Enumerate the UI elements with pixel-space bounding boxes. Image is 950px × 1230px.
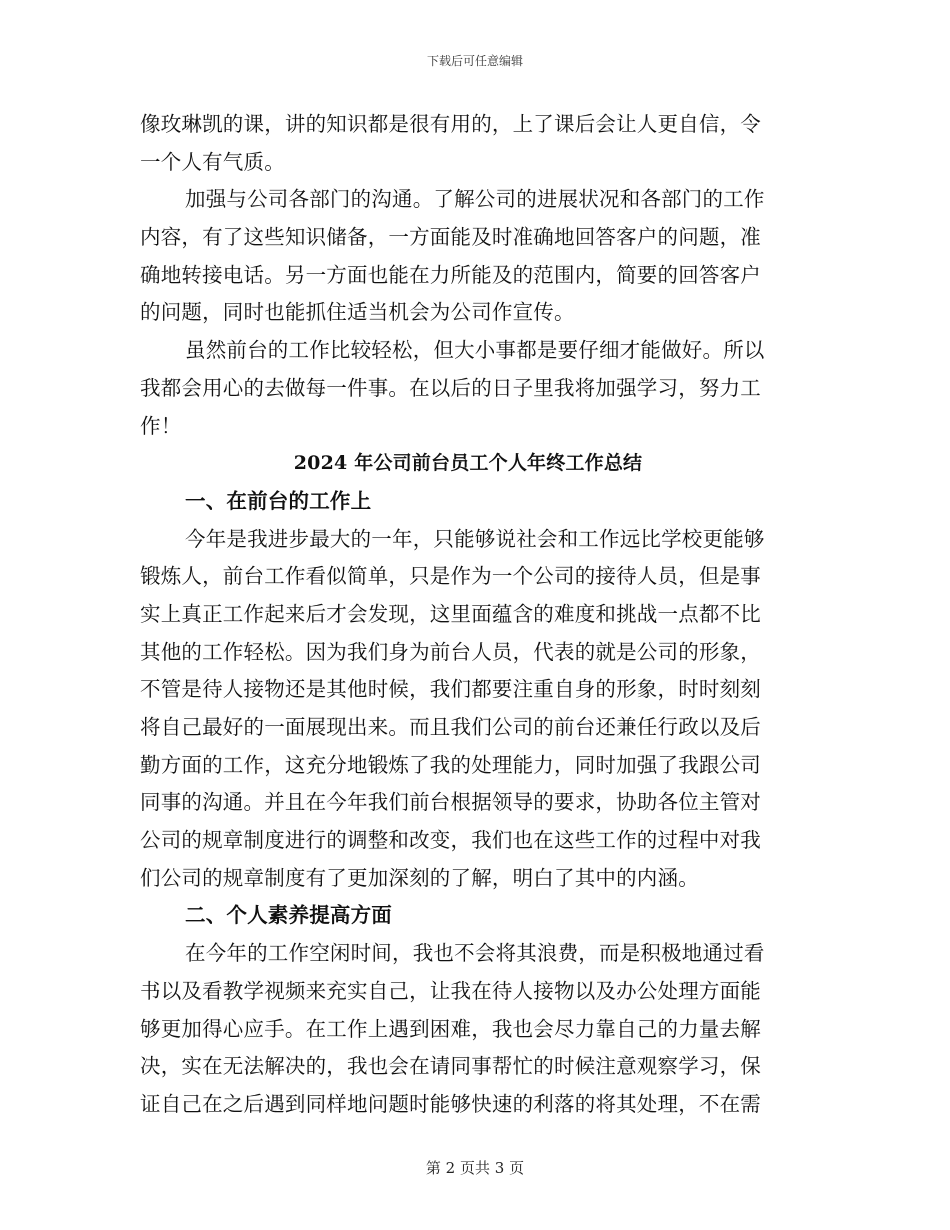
paragraph-start: 虽然前台的工作比较轻松，但大小事都是要仔细才能做好。所以: [185, 338, 765, 363]
body-line: 决，实在无法解决的，我也会在请同事帮忙的时候注意观察学习，保: [140, 1054, 761, 1079]
body-line: 公司的规章制度进行的调整和改变，我们也在这些工作的过程中对我: [140, 828, 761, 853]
paragraph-start: 今年是我进步最大的一年，只能够说社会和工作远比学校更能够: [185, 526, 765, 551]
body-line: 锻炼人，前台工作看似简单，只是作为一个公司的接待人员，但是事: [140, 564, 761, 589]
body-line: 的问题，同时也能抓住适当机会为公司作宣传。: [140, 300, 575, 325]
body-line: 确地转接电话。另一方面也能在力所能及的范围内，简要的回答客户: [140, 262, 761, 287]
body-line: 够更加得心应手。在工作上遇到困难，我也会尽力靠自己的力量去解: [140, 1016, 761, 1041]
body-line: 像玫琳凯的课，讲的知识都是很有用的，上了课后会让人更自信，令: [140, 112, 761, 136]
body-line: 不管是待人接物还是其他时候，我们都要注重自身的形象，时时刻刻: [140, 677, 761, 702]
body-line: 们公司的规章制度有了更加深刻的了解，明白了其中的内涵。: [140, 865, 699, 890]
body-line: 作！: [140, 413, 182, 438]
section-heading: 一、在前台的工作上: [185, 488, 372, 513]
body-line: 实上真正工作起来后才会发现，这里面蕴含的难度和挑战一点都不比: [140, 601, 761, 626]
body-line: 勤方面的工作，这充分地锻炼了我的处理能力，同时加强了我跟公司: [140, 752, 761, 777]
section-heading: 二、个人素养提高方面: [185, 903, 392, 928]
body-line: 其他的工作轻松。因为我们身为前台人员，代表的就是公司的形象，: [140, 639, 761, 664]
page-header: 下载后可任意编辑: [426, 54, 523, 68]
page-footer: 第 2 页共 3 页: [425, 1159, 525, 1177]
body-line: 我都会用心的去做每一件事。在以后的日子里我将加强学习，努力工: [140, 375, 761, 400]
document-title: 2024 年公司前台员工个人年终工作总结: [293, 452, 643, 475]
body-line: 内容，有了这些知识储备，一方面能及时准确地回答客户的问题，准: [140, 225, 761, 250]
document-body: [140, 106, 796, 1124]
body-line: 将自己最好的一面展现出来。而且我们公司的前台还兼任行政以及后: [140, 715, 761, 739]
paragraph-start: 加强与公司各部门的沟通。了解公司的进展状况和各部门的工作: [185, 187, 765, 212]
body-line: 同事的沟通。并且在今年我们前台根据领导的要求，协助各位主管对: [140, 790, 761, 815]
body-line: 书以及看教学视频来充实自己，让我在待人接物以及办公处理方面能: [140, 978, 761, 1003]
paragraph-start: 在今年的工作空闲时间，我也不会将其浪费，而是积极地通过看: [185, 941, 765, 966]
body-line: 一个人有气质。: [140, 149, 285, 174]
body-line: 证自己在之后遇到同样地问题时能够快速的利落的将其处理，不在需: [140, 1091, 761, 1116]
